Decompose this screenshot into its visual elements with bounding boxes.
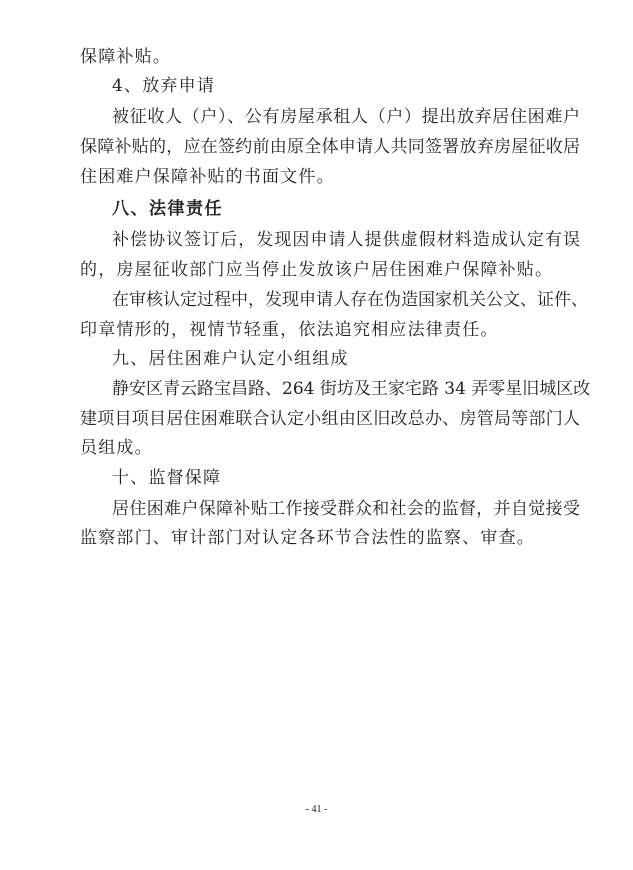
paragraph-line: 居住困难户保障补贴工作接受群众和社会的监督，并自觉接受 <box>112 499 580 519</box>
paragraph-line: 监察部门、审计部门对认定各环节合法性的监察、审查。 <box>80 528 535 548</box>
text-line: 保障补贴。 <box>80 47 171 67</box>
paragraph-line: 的，房屋征收部门应当停止发放该户居住困难户保障补贴。 <box>80 260 554 280</box>
paragraph-line: 被征收人（户）、公有房屋承租人（户）提出放弃居住困难户 <box>112 107 580 127</box>
paragraph-line: 在审核认定过程中，发现申请人存在伪造国家机关公文、证件、 <box>112 290 588 310</box>
section-heading: 九、居住困难户认定小组组成 <box>112 349 349 369</box>
paragraph-line: 静安区青云路宝昌路、264 街坊及王家宅路 34 弄零星旧城区改 <box>112 379 591 399</box>
page-number: - 41 - <box>305 804 328 815</box>
subsection-heading: 4、放弃申请 <box>112 76 216 96</box>
paragraph-line: 补偿协议签订后，发现因申请人提供虚假材料造成认定有误 <box>112 230 580 250</box>
paragraph-line: 住困难户保障补贴的书面文件。 <box>80 167 335 187</box>
paragraph-line: 保障补贴的，应在签约前由原全体申请人共同签署放弃房屋征收居 <box>80 137 580 157</box>
paragraph-line: 建项目项目居住困难联合认定小组由区旧改总办、房管局等部门人 <box>80 409 580 429</box>
section-heading: 十、监督保障 <box>112 468 222 488</box>
paragraph-line: 员组成。 <box>80 438 153 458</box>
section-heading: 八、法律责任 <box>112 199 223 219</box>
paragraph-line: 印章情形的，视情节轻重，依法追究相应法律责任。 <box>80 320 499 340</box>
